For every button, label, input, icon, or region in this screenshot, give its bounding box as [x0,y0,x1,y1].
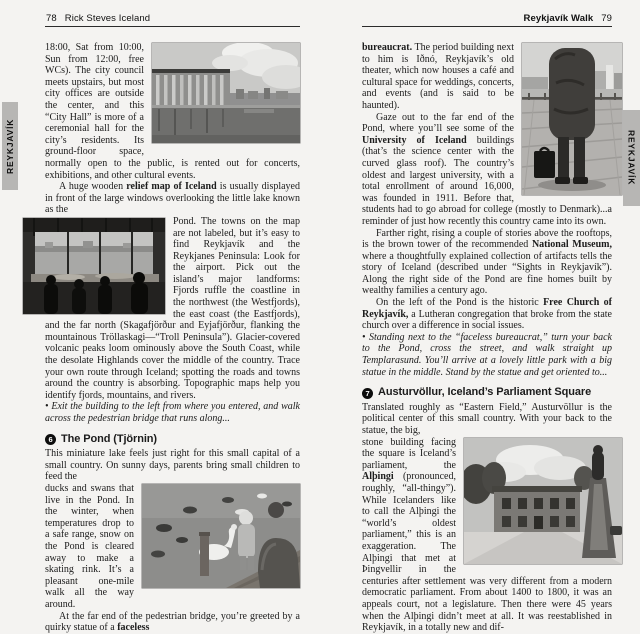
photo-parliament-square [464,438,622,564]
para-university: Gaze out to the far end of the Pond, where you’ll see some of the University of Iceland buildings (that’s the science center with the curved glass roof). The country’s oldest and largest university, with a total enrollment of around 16,000, was founded in 1911. Before that, students had to go abroad for college (mostly to Denmark)...a reminder of just how recently this country came into its own. [362,111,612,227]
photo-relief-map-hall [23,218,165,314]
para-national-museum: Farther right, rising a couple of stories above the rooftops, is the brown tower of the recommended National Museum, where a thoughtfully explained collection of artifacts tells the story of Iceland (described under “Sights in Reykjavík”). Along the right side of the Pond are fine homes built by wealthy families a century ago. [362,227,612,297]
photo-city-hall-pond [152,43,300,143]
para-althingi-2: stone building facing the square is Iceland’s parliament, the Alþingi (pronounced, roughly, “all-thingy”). While Icelanders like to call the Alþingi the “world’s oldest parliament,” this is an exaggeration. The Alþingi that met at Þingvellir in the centuries after settlement was very different from a modern democratic parliament. From about 1400 to 1800, it was an appeals court, not a legislature. Then there were 45 years when the Alþingi didn’t meet at all. It was reestablished in Reykjavík, in a totally new and dif- [362,436,612,634]
stop-title-austurvollur: Austurvöllur, Iceland’s Parliament Square [378,386,592,399]
right-page-column [362,42,612,634]
stop-title-the-pond: The Pond (Tjörnin) [61,432,157,445]
page-header-left [46,13,150,24]
page-number-left: 78 [46,13,57,24]
para-pond-2: ducks and swans that live in the Pond. In the winter, when temperatures drop to a safe range, snow on the Pond is cleared away to make a skating rink. It’s a pleasant one-mile walk all the way around. [45,482,134,610]
para-pond-3: At the far end of the pedestrian bridge, you’re greeted by a quirky statue of a faceless [45,610,300,634]
para-city-hall: 18:00, Sat from 10:00, Sun from 12:00, free WCs). The city council meets upstairs, but most city offices are outside the center, and this “City Hall” is more of a ceremonial hall for the city’s residents. Its ground-floor space, normally open to the public, is rented out for concerts, exhibitions, and other cultural events. [45,42,300,181]
stop-number-badge-7: 7 [362,388,373,399]
stop-heading-austurvollur [362,387,612,399]
direction-note-left: • Exit the building to the left from where you entered, and walk across the pedestrian bridge that runs along... [45,401,300,424]
header-rule-left [45,26,300,27]
section-title: Reykjavík Walk [523,13,594,24]
photo-faceless-bureaucrat [522,43,622,195]
page-number-right: 79 [601,13,612,24]
photo-pond-swans [142,484,300,588]
para-bureaucrat: bureaucrat. The period building next to him is Iðnó, Reykjavík’s old theater, which now houses a café and cultural space for weddings, concerts, and events (and is said to be haunted). [362,42,514,111]
para-althingi-1: Translated roughly as “Eastern Field,” Austurvöllur is the political center of this small country. With your back to the statue, the big, [362,401,612,436]
side-tab-reykjavik-left: REYKJAVÍK [2,102,18,190]
page-header-right [524,13,612,24]
book-title: Rick Steves Iceland [64,13,151,24]
para-pond-1: This miniature lake feels just right for this small capital of a small country. On sunny days, parents bring small children to feed the [45,448,300,483]
direction-note-right: • Standing next to the “faceless bureaucrat,” turn your back to the Pond, cross the street, and walk straight up Templarasund. You’ll arrive at a lovely little park with a big statue in the middle. Stand by the statue and get oriented to... [362,331,612,378]
stop-heading-the-pond [45,434,300,446]
para-relief-map-cont: Pond. The towns on the map are not labeled, but it’s easy to find Reykjavík and the Reykjanes Peninsula: Look for the airport. Pick out the island’s major landforms: Fjords ruffle the coastline in the northwest (the Westfjords), the east coast (the Eastfjords), and the far north (Skagafjörður and Eyjafjörður, flanking the mountainous Tröllaskagi—“Troll Peninsula”). Glacier-covered volcanic peaks loom ominously above the South Coast, while the desolate Highlands cover the middle of the country. Trace your own route through Iceland; spotting the roads and towns around the country is absorbing. Topographic maps help you identify fjords, mountains, and rivers. [45,215,300,401]
header-rule-right [362,26,612,27]
stop-number-badge-6: 6 [45,434,56,445]
para-free-church: On the left of the Pond is the historic Free Church of Reykjavík, a Lutheran congregation that broke from the state church over a difference in social issues. [362,297,612,332]
para-relief-map-intro: A huge wooden relief map of Iceland is usually displayed in front of the large windows overlooking the little lake known as the [45,181,300,216]
side-tab-reykjavik-right: REYKJAVÍK [623,110,640,206]
left-page-column [45,42,300,634]
